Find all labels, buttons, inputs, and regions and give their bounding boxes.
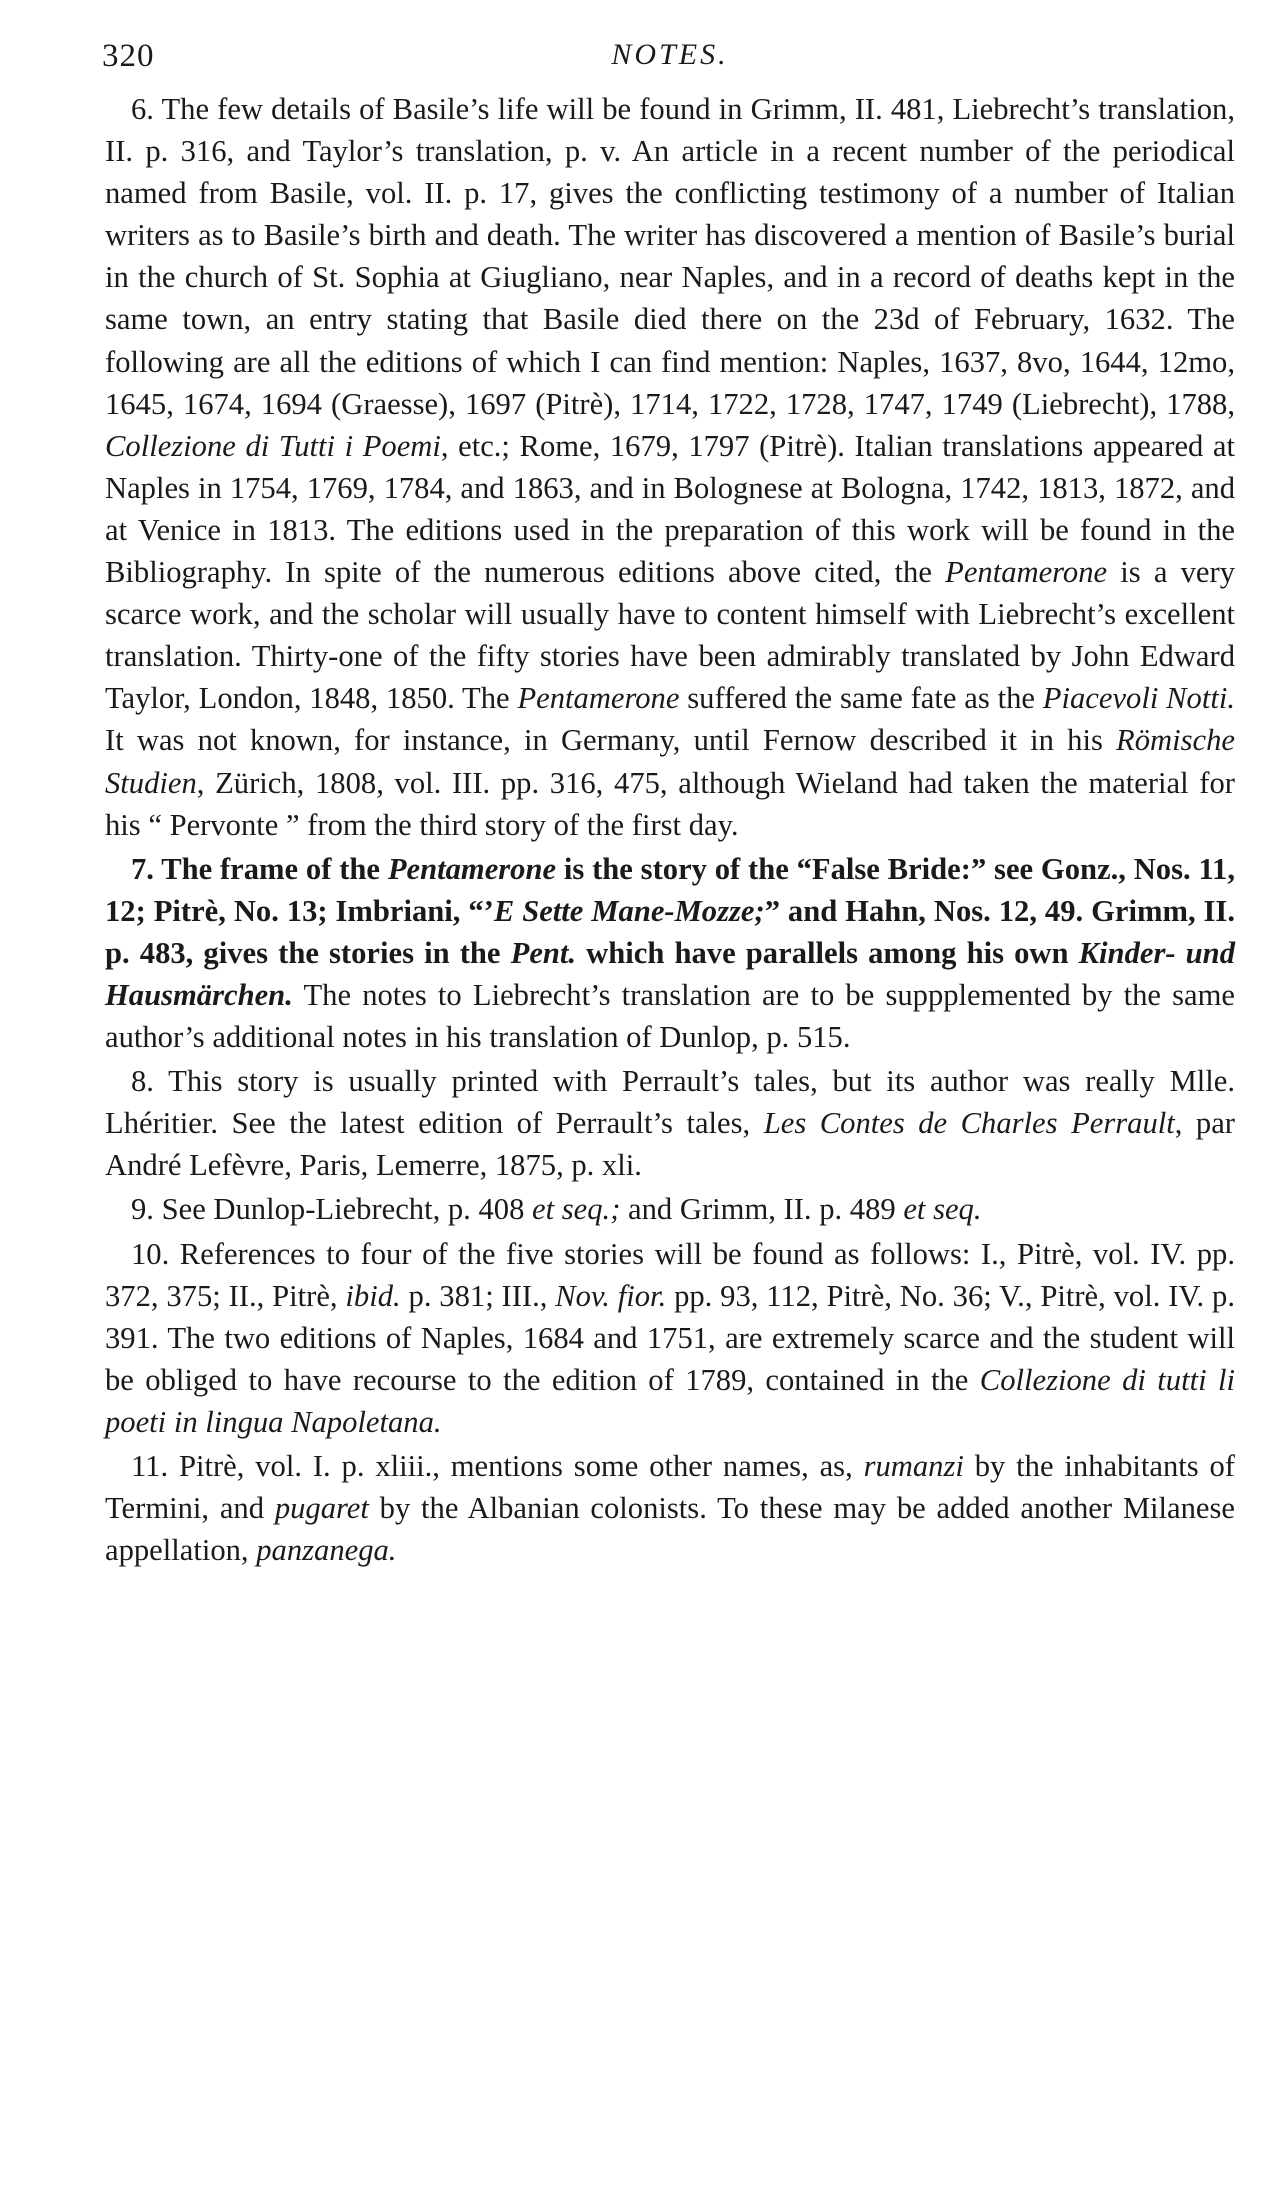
italic-run: Kinder- und Hausmärchen. <box>105 935 1235 1012</box>
text-run: suffered the same fate as the <box>679 681 1043 716</box>
note-7 <box>105 848 1235 1058</box>
italic-run: rumanzi <box>863 1449 964 1483</box>
text-run: 11. Pitrè, vol. I. p. xliii., mentions some other names, as, <box>131 1449 864 1483</box>
text-run: by the Albanian colonists. To these may be added another Milanese appellation, <box>105 1491 1235 1568</box>
running-title: NOTES. <box>611 38 729 71</box>
text-run: and Grimm, II. p. 489 <box>620 1192 904 1227</box>
italic-run: Pentamerone <box>517 681 680 716</box>
note-9 <box>105 1188 1235 1230</box>
italic-run: Nov. fior. <box>555 1278 667 1313</box>
text-run: is the story of the “False Bride:” see Gonz., Nos. 11, 12; Pitrè, No. 13; Imbriani, “’ <box>105 851 1236 928</box>
italic-run: Römische Studien <box>105 723 1235 800</box>
text-run: by the inhabitants of Termini, and <box>105 1449 1235 1526</box>
italic-run: Collezione di Tutti i Poemi <box>105 428 441 463</box>
italic-run: Pentamerone <box>945 555 1108 590</box>
text-run: which have parallels among his own <box>576 935 1079 970</box>
italic-run: et seq.; <box>532 1192 621 1227</box>
text-run: The notes to Liebrecht’s translation are to be suppplemented by the same author’s additional notes in his translation of Dunlop, p. 515. <box>105 977 1235 1055</box>
page <box>102 36 1236 1573</box>
text-run: , etc.; Rome, 1679, 1797 (Pitrè). Italian translations appeared at Naples in 1754, 1769, 1784, and 1863, and in Bolognese at Bologna, 1742, 1813, 1872, and at Venice in 1813. The editions used in the preparation of this work will be found in the Bibliography. In spite of the numerous editions above cited, the <box>105 428 1236 590</box>
text-run: 9. See Dunlop-Liebrecht, p. 408 <box>131 1192 533 1227</box>
italic-run: ibid. <box>345 1278 401 1313</box>
italic-run: pugaret <box>274 1491 369 1526</box>
text-run: is a very scarce work, and the scholar will usually have to content himself with Liebrecht’s excellent translation. Thirty-one of the fifty stories have been admirably translated by John Edward Taylor, London, 1848, 1850. The <box>105 555 1235 716</box>
note-11 <box>105 1445 1235 1571</box>
text-run: , par André Lefèvre, Paris, Lemerre, 1875, p. xli. <box>105 1106 1235 1183</box>
text-run: p. 381; III., <box>400 1278 556 1313</box>
text-run: 10. References to four of the five stories will be found as follows: I., Pitrè, vol. IV. pp. 372, 375; II., Pitrè, <box>105 1236 1235 1313</box>
text-run: 8. This story is usually printed with Perrault’s tales, but its author was really Mlle. Lhéritier. See the latest edition of Perrault’s tales, <box>105 1064 1235 1141</box>
italic-run: panzanega. <box>256 1533 397 1568</box>
text-run: pp. 93, 112, Pitrè, No. 36; V., Pitrè, vol. IV. p. 391. The two editions of Naples, 1684 and 1751, are extremely scarce and the student will be obliged to have recourse to the edition of 1789, contained in the <box>105 1278 1235 1397</box>
text-run: , Zürich, 1808, vol. III. pp. 316, 475, although Wieland had taken the material for his “ Pervonte ” from the third story of the first day. <box>105 765 1235 842</box>
italic-run: Pent. <box>510 935 577 970</box>
italic-run: et seq. <box>903 1192 982 1227</box>
note-6 <box>105 88 1235 846</box>
italic-run: Les Contes de Charles Perrault <box>763 1106 1175 1141</box>
text-run: ” and Hahn, Nos. 12, 49. Grimm, II. p. 483, gives the stories in the <box>105 893 1235 970</box>
running-head <box>102 36 1235 88</box>
text-run: 6. The few details of Basile’s life will be found in Grimm, II. 481, Liebrecht’s translation, II. p. 316, and Taylor’s translation, p. v. An article in a recent number of the periodical named from Basile, vol. II. p. 17, gives the conflicting testimony of a number of Italian writers as to Basile’s birth and death. The writer has discovered a mention of Basile’s burial in the church of St. Sophia at Giugliano, near Naples, and in a record of deaths kept in the same town, an entry stating that Basile died there on the 23d of February, 1632. The following are all the editions of which I can find mention: Naples, 1637, 8vo, 1644, 12mo, 1645, 1674, 1694 (Graesse), 1697 (Pitrè), 1714, 1722, 1728, 1747, 1749 (Liebrecht), 1788, <box>105 92 1235 421</box>
italic-run: Pentamerone <box>387 851 557 886</box>
text-run: 7. The frame of the <box>131 851 388 886</box>
italic-run: Collezione di tutti li poeti in lingua Napoletana. <box>105 1362 1236 1439</box>
note-8 <box>105 1060 1235 1186</box>
text-run: It was not known, for instance, in Germany, until Fernow described it in his <box>105 723 1117 758</box>
italic-run: E Sette Mane-Mozze; <box>493 893 765 928</box>
note-10 <box>105 1233 1235 1443</box>
page-number: 320 <box>102 38 155 74</box>
italic-run: Piacevoli Notti. <box>1042 681 1235 716</box>
